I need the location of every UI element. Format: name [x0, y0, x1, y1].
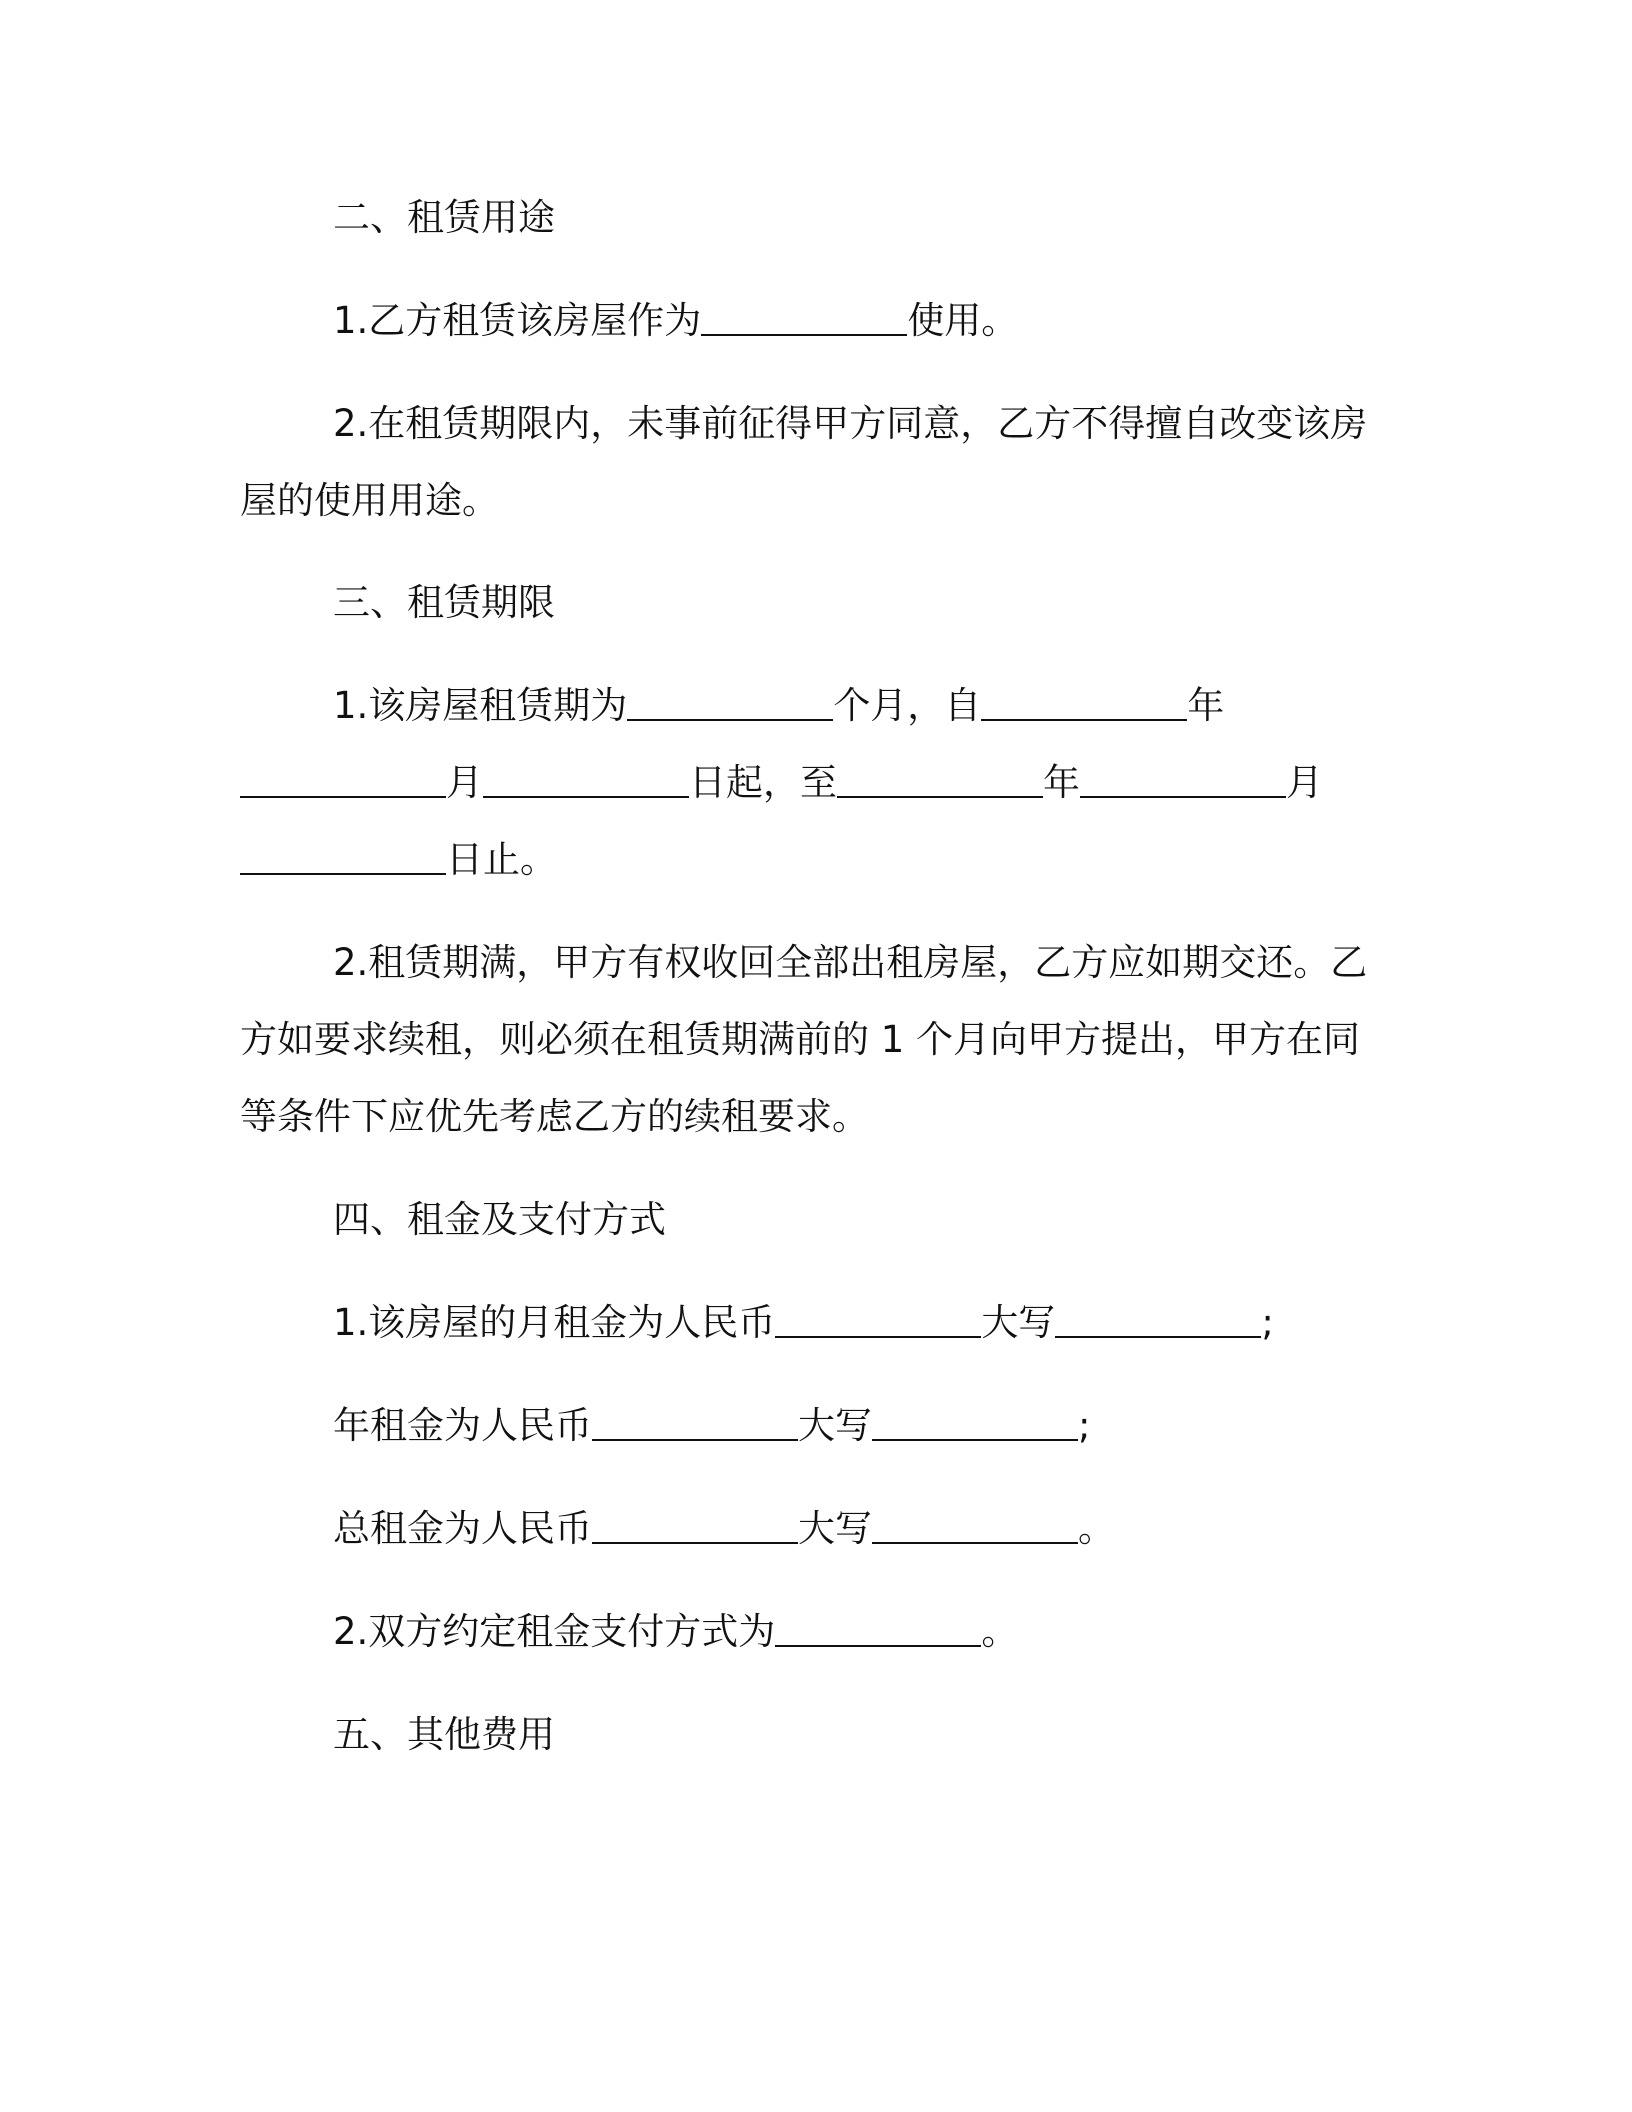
- rent-total-amount-blank[interactable]: [592, 1512, 798, 1544]
- rent-yearly-amount-blank[interactable]: [592, 1409, 798, 1441]
- term-months-blank[interactable]: [627, 689, 833, 721]
- rent-yearly-uppercase-blank[interactable]: [872, 1409, 1078, 1441]
- rent-total-text-b: 大写: [798, 1507, 872, 1550]
- term-clause-1-text-g: 月: [1286, 761, 1323, 804]
- term-clause-1-text-d: 月: [446, 761, 483, 804]
- usage-purpose-blank[interactable]: [701, 304, 907, 336]
- term-end-year-blank[interactable]: [837, 766, 1043, 798]
- rent-monthly-line: [333, 1301, 1274, 1344]
- term-end-day-blank[interactable]: [240, 843, 446, 875]
- term-clause-2-line-1: 2.租赁期满，甲方有权收回全部出租房屋，乙方应如期交还。乙: [333, 941, 1368, 984]
- rent-payment-method-blank[interactable]: [775, 1615, 981, 1647]
- term-clause-2-line-3: 等条件下应优先考虑乙方的续租要求。: [240, 1095, 869, 1138]
- section-heading-term: 三、租赁期限: [333, 581, 555, 624]
- rent-yearly-line: [333, 1404, 1091, 1447]
- term-end-month-blank[interactable]: [1080, 766, 1286, 798]
- usage-clause-2-line-1: 2.在租赁期限内，未事前征得甲方同意，乙方不得擅自改变该房: [333, 402, 1368, 445]
- rent-monthly-text-a: 1.该房屋的月租金为人民币: [333, 1301, 776, 1344]
- term-clause-1-text-b: 个月，自: [833, 684, 982, 727]
- usage-clause-2-line-2: 屋的使用用途。: [240, 479, 499, 522]
- rent-payment-line: [333, 1610, 1019, 1653]
- rent-monthly-uppercase-blank[interactable]: [1055, 1306, 1261, 1338]
- rent-total-text-c: 。: [1078, 1507, 1115, 1550]
- term-start-month-blank[interactable]: [240, 766, 446, 798]
- rent-total-text-a: 总租金为人民币: [333, 1507, 592, 1550]
- term-clause-1-line-2: [240, 761, 1323, 804]
- term-clause-1-line-1: [333, 684, 1225, 727]
- rent-payment-text-b: 。: [981, 1610, 1019, 1653]
- term-clause-1-text-e: 日起，至: [689, 761, 837, 804]
- term-clause-1-text-a: 1.该房屋租赁期为: [333, 684, 628, 727]
- usage-clause-1-text-b: 使用。: [907, 299, 1019, 342]
- usage-clause-1: [333, 299, 1019, 342]
- usage-clause-1-text-a: 1.乙方租赁该房屋作为: [333, 299, 702, 342]
- rent-monthly-amount-blank[interactable]: [775, 1306, 981, 1338]
- rent-monthly-text-b: 大写: [981, 1301, 1056, 1344]
- term-clause-1-text-f: 年: [1043, 761, 1080, 804]
- term-start-year-blank[interactable]: [981, 689, 1187, 721]
- rent-payment-text-a: 2.双方约定租金支付方式为: [333, 1610, 776, 1653]
- section-heading-usage: 二、租赁用途: [333, 196, 555, 239]
- rent-total-line: [333, 1507, 1115, 1550]
- rent-monthly-text-c: ;: [1261, 1301, 1274, 1344]
- rent-yearly-text-c: ;: [1078, 1404, 1091, 1447]
- rent-yearly-text-b: 大写: [798, 1404, 872, 1447]
- term-clause-1-text-h: 日止。: [446, 838, 557, 881]
- term-clause-1-line-3: [240, 838, 557, 881]
- term-clause-1-text-c: 年: [1187, 684, 1225, 727]
- term-start-day-blank[interactable]: [483, 766, 689, 798]
- section-heading-rent: 四、租金及支付方式: [333, 1198, 666, 1241]
- rent-total-uppercase-blank[interactable]: [872, 1512, 1078, 1544]
- term-clause-2-line-2: 方如要求续租，则必须在租赁期满前的 1 个月向甲方提出，甲方在同: [240, 1018, 1361, 1061]
- rent-yearly-text-a: 年租金为人民币: [333, 1404, 592, 1447]
- section-heading-other-fees: 五、其他费用: [333, 1713, 555, 1756]
